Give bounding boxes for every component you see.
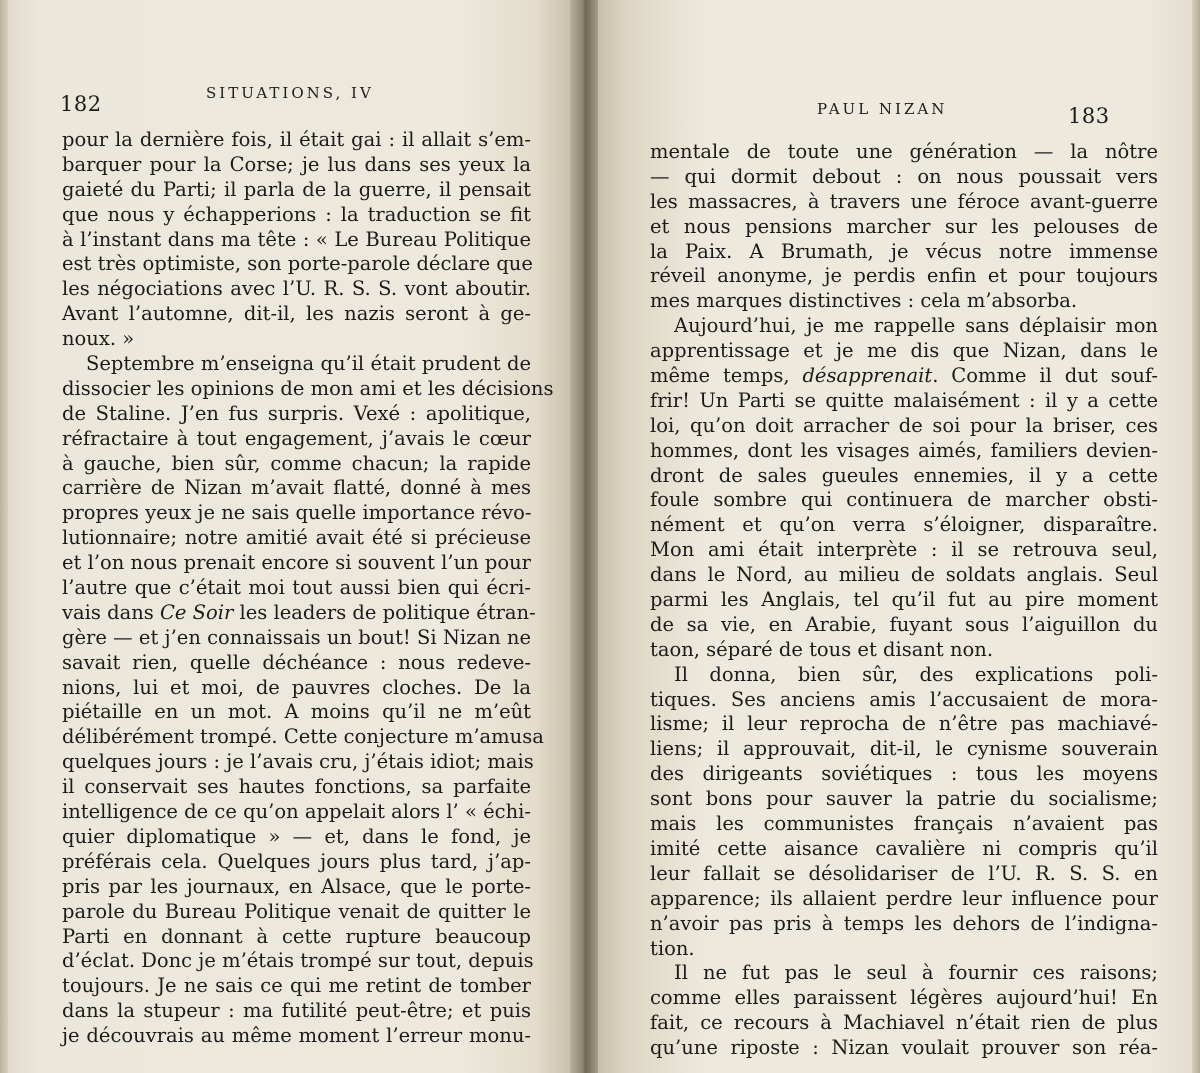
- italic-title: Ce Soir: [159, 600, 234, 624]
- text-line: hommes, dont les visages aimés, familiers devien-: [650, 438, 1158, 462]
- text-line: mentale de toute une génération — la nôtre: [650, 140, 1158, 163]
- text-line: quier diplomatique » — et, dans le fond, je: [62, 824, 531, 848]
- right-page: [598, 0, 1192, 1073]
- text-line: Il ne fut pas le seul à fournir ces raisons;: [674, 961, 1158, 985]
- text-line: toujours. Je ne sais ce qui me retint de tomber: [62, 974, 531, 998]
- text-line: n’avoir pas pris à temps les dehors de l’indigna-: [650, 911, 1158, 935]
- text-line: à gauche, bien sûr, comme chacun; la rapide: [62, 451, 531, 475]
- text-line: gaieté du Parti; il parla de la guerre, il pensait: [62, 177, 531, 201]
- text-line: imité cette aisance cavalière ni compris qu’il: [650, 836, 1158, 860]
- text-line: qu’une riposte : Nizan voulait prouver son réa-: [650, 1036, 1158, 1060]
- text-line: Septembre m’enseigna qu’il était prudent de: [86, 352, 531, 376]
- text-line: les négociations avec l’U. R. S. S. vont aboutir.: [62, 277, 531, 301]
- text-line: foule sombre qui continuera de marcher obsti-: [650, 488, 1158, 512]
- text-fragment: . Comme il dut souf-: [932, 364, 1158, 388]
- text-line: comme elles paraissent légères aujourd’hui! En: [650, 986, 1158, 1010]
- text-line: apparence; ils allaient perdre leur influence pour: [650, 886, 1158, 910]
- text-line: nions, lui et moi, de pauvres cloches. De la: [62, 675, 531, 699]
- left-page: [8, 0, 570, 1073]
- text-line: de sa vie, en Arabie, fuyant sous l’aiguillon du: [650, 612, 1158, 636]
- text-line: sont bons pour sauver la patrie du socialisme;: [650, 787, 1158, 811]
- text-line: est très optimiste, son porte-parole déclare que: [62, 252, 533, 276]
- text-line: apprentissage et je me dis que Nizan, dans le: [650, 339, 1158, 363]
- page-edge-right: [1192, 0, 1200, 1073]
- text-line: mes marques distinctives : cela m’absorba.: [650, 289, 1078, 313]
- text-line: et l’on nous prenait encore si souvent l’un pour: [62, 551, 531, 575]
- text-line: fait, ce recours à Machiavel n’était rien de plus: [650, 1011, 1158, 1035]
- text-line: il conservait ses hautes fonctions, sa parfaite: [62, 775, 531, 799]
- text-line: réveil anonyme, je perdis enfin et pour toujours: [650, 264, 1158, 288]
- right-page-text: [650, 140, 1158, 1061]
- text-line: barquer pour la Corse; je lus dans ses yeux la: [62, 152, 531, 176]
- running-head-left: SITUATIONS, IV: [206, 84, 374, 102]
- text-line: parmi les Anglais, tel qu’il fut au pire moment: [650, 588, 1158, 612]
- text-line: pris par les journaux, en Alsace, que le porte-: [62, 874, 531, 898]
- text-line: à l’instant dans ma tête : « Le Bureau Politique: [62, 227, 531, 251]
- text-line: dront de sales gueules ennemies, il y a cette: [650, 463, 1158, 487]
- text-line: gère — et j’en connaissais un bout! Si Nizan ne: [62, 625, 531, 649]
- text-line: Mon ami était interprète : il se retrouva seul,: [650, 538, 1158, 562]
- text-line: intelligence de ce qu’on appelait alors l’ « échi-: [62, 800, 531, 824]
- text-line: dissocier les opinions de mon ami et les décisions: [62, 376, 554, 400]
- text-line: noux. »: [62, 327, 135, 351]
- text-line: de Staline. J’en fus surpris. Vexé : apolitique,: [62, 401, 531, 425]
- text-line: mais les communistes français n’avaient pas: [650, 812, 1158, 836]
- text-line: Aujourd’hui, je me rappelle sans déplaisir mon: [674, 314, 1158, 338]
- text-line: propres yeux je ne sais quelle importance révo-: [62, 501, 532, 525]
- text-line: Il donna, bien sûr, des explications poli-: [674, 662, 1158, 686]
- text-line: que nous y échapperions : la traduction se fit: [62, 202, 531, 226]
- text-line: savait rien, quelle déchéance : nous redeve-: [62, 650, 531, 674]
- text-fragment: vais dans: [62, 600, 154, 624]
- text-line: parole du Bureau Politique venait de quitter le: [62, 899, 531, 923]
- text-line: réfractaire à tout engagement, j’avais le cœur: [62, 426, 531, 450]
- text-line: frir! Un Parti se quitte malaisément : il y a cette: [650, 388, 1158, 412]
- text-line: tiques. Ses anciens amis l’accusaient de mora-: [650, 687, 1158, 711]
- text-line: leur fallait se désolidariser de l’U. R. S. S. en: [650, 861, 1158, 885]
- text-line: [62, 600, 536, 626]
- text-line: dans la stupeur : ma futilité peut-être; et puis: [62, 999, 531, 1023]
- text-line: des dirigeants soviétiques : tous les moyens: [650, 762, 1158, 786]
- text-line: lutionnaire; notre amitié avait été si précieuse: [62, 526, 531, 550]
- text-line: lisme; il leur reprocha de n’être pas machiavé-: [650, 712, 1158, 736]
- text-line: la Paix. A Brumath, je vécus notre immense: [650, 239, 1158, 263]
- left-page-text: [62, 128, 554, 1049]
- text-line: pour la dernière fois, il était gai : il allait s’em-: [62, 128, 531, 151]
- text-line: les massacres, à travers une féroce avant-guerre: [650, 189, 1158, 213]
- text-fragment: même temps,: [650, 364, 790, 388]
- text-line: carrière de Nizan m’avait flatté, donné à mes: [62, 476, 531, 500]
- text-line: préférais cela. Quelques jours plus tard, j’ap-: [62, 849, 531, 873]
- page-edge-left: [0, 0, 8, 1073]
- text-line: liens; il approuvait, dit-il, le cynisme souverain: [650, 737, 1158, 761]
- text-line: loi, qu’on doit arracher de soi pour la briser, ces: [650, 413, 1158, 437]
- text-fragment: les leaders de politique étran-: [239, 600, 536, 624]
- book-gutter: [570, 0, 598, 1073]
- text-line: délibérément trompé. Cette conjecture m’amusa: [62, 725, 544, 749]
- text-line: tion.: [650, 936, 695, 960]
- text-line: d’éclat. Donc je m’étais trompé sur tout, depuis: [62, 949, 534, 973]
- italic-word: désapprenait: [802, 364, 933, 388]
- page-number-left: 182: [60, 92, 102, 116]
- text-line: Avant l’automne, dit-il, les nazis seront à ge-: [62, 302, 531, 326]
- text-line: piétaille en un mot. A moins qu’il ne m’eût: [62, 700, 531, 724]
- text-line: l’autre que c’était moi tout aussi bien qui écri-: [62, 576, 531, 600]
- text-line: dans le Nord, au milieu de soldats anglais. Seul: [650, 563, 1158, 587]
- text-line: taon, séparé de tous et disant non.: [650, 637, 994, 661]
- text-line: — qui dormit debout : on nous poussait vers: [650, 164, 1158, 188]
- text-line: Parti en donnant à cette rupture beaucoup: [62, 924, 531, 948]
- running-head-right: PAUL NIZAN: [817, 100, 948, 118]
- text-line: je découvrais au même moment l’erreur monu-: [62, 1024, 531, 1048]
- text-line: [650, 364, 1158, 389]
- text-line: quelques jours : je l’avais cru, j’étais idiot; mais: [62, 750, 534, 774]
- text-line: nément et qu’on verra s’éloigner, disparaître.: [650, 513, 1158, 537]
- text-line: et nous pensions marcher sur les pelouses de: [650, 214, 1158, 238]
- page-number-right: 183: [1068, 104, 1110, 128]
